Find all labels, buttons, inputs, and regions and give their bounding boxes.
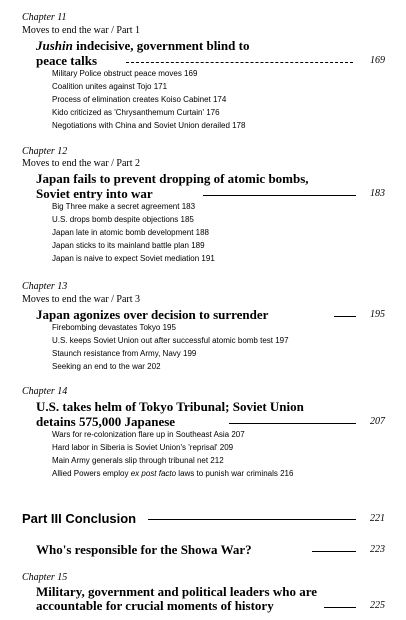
chapter-title-line2: detains 575,000 Japanese bbox=[36, 414, 176, 429]
chapter-label: Chapter 12 bbox=[22, 146, 68, 157]
subentry: Seeking an end to the war 202 bbox=[52, 362, 161, 371]
page-number: 195 bbox=[370, 309, 385, 320]
subentry: Wars for re-colonization flare up in Southeast Asia 207 bbox=[52, 430, 245, 439]
chapter-title: Japan agonizes over decision to surrender bbox=[36, 307, 269, 322]
leader-line bbox=[126, 62, 353, 63]
subentry: Staunch resistance from Army, Navy 199 bbox=[52, 349, 197, 358]
chapter-title: Military, government and political leaders who are bbox=[36, 584, 318, 599]
subentry: Hard labor in Siberia is Soviet Union's 'reprisal' 209 bbox=[52, 443, 234, 452]
subentry: Negotiations with China and Soviet Union derailed 178 bbox=[52, 121, 246, 130]
subentry: Kido criticized as 'Chrysanthemum Curtain' 176 bbox=[52, 108, 220, 117]
subentry-text: Allied Powers employ bbox=[52, 469, 131, 478]
subentry bbox=[52, 469, 293, 479]
page-number: 169 bbox=[370, 55, 385, 66]
leader-line bbox=[324, 607, 356, 608]
subentry: Japan late in atomic bomb development 188 bbox=[52, 228, 209, 237]
chapter-title-line2: Soviet entry into war bbox=[36, 186, 153, 201]
page-number: 225 bbox=[370, 600, 385, 611]
chapter-title: Japan fails to prevent dropping of atomic bombs, bbox=[36, 171, 309, 186]
chapter-title bbox=[36, 38, 249, 53]
part-label: Moves to end the war / Part 2 bbox=[22, 158, 141, 169]
subentry-emphasis: ex post facto bbox=[130, 469, 177, 478]
subentry-text: laws to punish war criminals 216 bbox=[176, 469, 294, 478]
page-number: 183 bbox=[370, 188, 385, 199]
chapter-title: U.S. takes helm of Tokyo Tribunal; Soviet Union bbox=[36, 399, 304, 414]
chapter-title-line2: accountable for crucial moments of history bbox=[36, 598, 274, 613]
subentry: Process of elimination creates Koiso Cabinet 174 bbox=[52, 95, 227, 104]
part-label: Moves to end the war / Part 1 bbox=[22, 25, 141, 36]
subentry: Firebombing devastates Tokyo 195 bbox=[52, 323, 176, 332]
part-label: Moves to end the war / Part 3 bbox=[22, 294, 141, 305]
subentry: Coalition unites against Tojo 171 bbox=[52, 82, 168, 91]
chapter-label: Chapter 13 bbox=[22, 281, 68, 292]
page-number: 207 bbox=[370, 416, 385, 427]
part-heading: Part III Conclusion bbox=[22, 511, 137, 526]
leader-line bbox=[334, 316, 356, 317]
leader-line bbox=[312, 551, 356, 552]
chapter-label: Chapter 15 bbox=[22, 572, 68, 583]
subentry: Military Police obstruct peace moves 169 bbox=[52, 69, 198, 78]
page-number: 223 bbox=[370, 544, 385, 555]
leader-line bbox=[229, 423, 356, 424]
chapter-label: Chapter 14 bbox=[22, 386, 68, 397]
subentry: Main Army generals slip through tribunal net 212 bbox=[52, 456, 224, 465]
leader-line bbox=[203, 195, 356, 196]
chapter-title-line2: peace talks bbox=[36, 53, 98, 68]
subentry: Japan is naive to expect Soviet mediation 191 bbox=[52, 254, 215, 263]
subentry: U.S. drops bomb despite objections 185 bbox=[52, 215, 194, 224]
subentry: U.S. keeps Soviet Union out after successful atomic bomb test 197 bbox=[52, 336, 289, 345]
title-rest: indecisive, government blind to bbox=[72, 38, 250, 53]
section-title: Who's responsible for the Showa War? bbox=[36, 542, 252, 557]
subentry: Japan sticks to its mainland battle plan 189 bbox=[52, 241, 205, 250]
subentry: Big Three make a secret agreement 183 bbox=[52, 202, 196, 211]
title-word-jushin: Jushin bbox=[36, 38, 73, 53]
leader-line bbox=[148, 519, 356, 520]
chapter-label: Chapter 11 bbox=[22, 12, 67, 23]
page-number: 221 bbox=[370, 513, 385, 524]
